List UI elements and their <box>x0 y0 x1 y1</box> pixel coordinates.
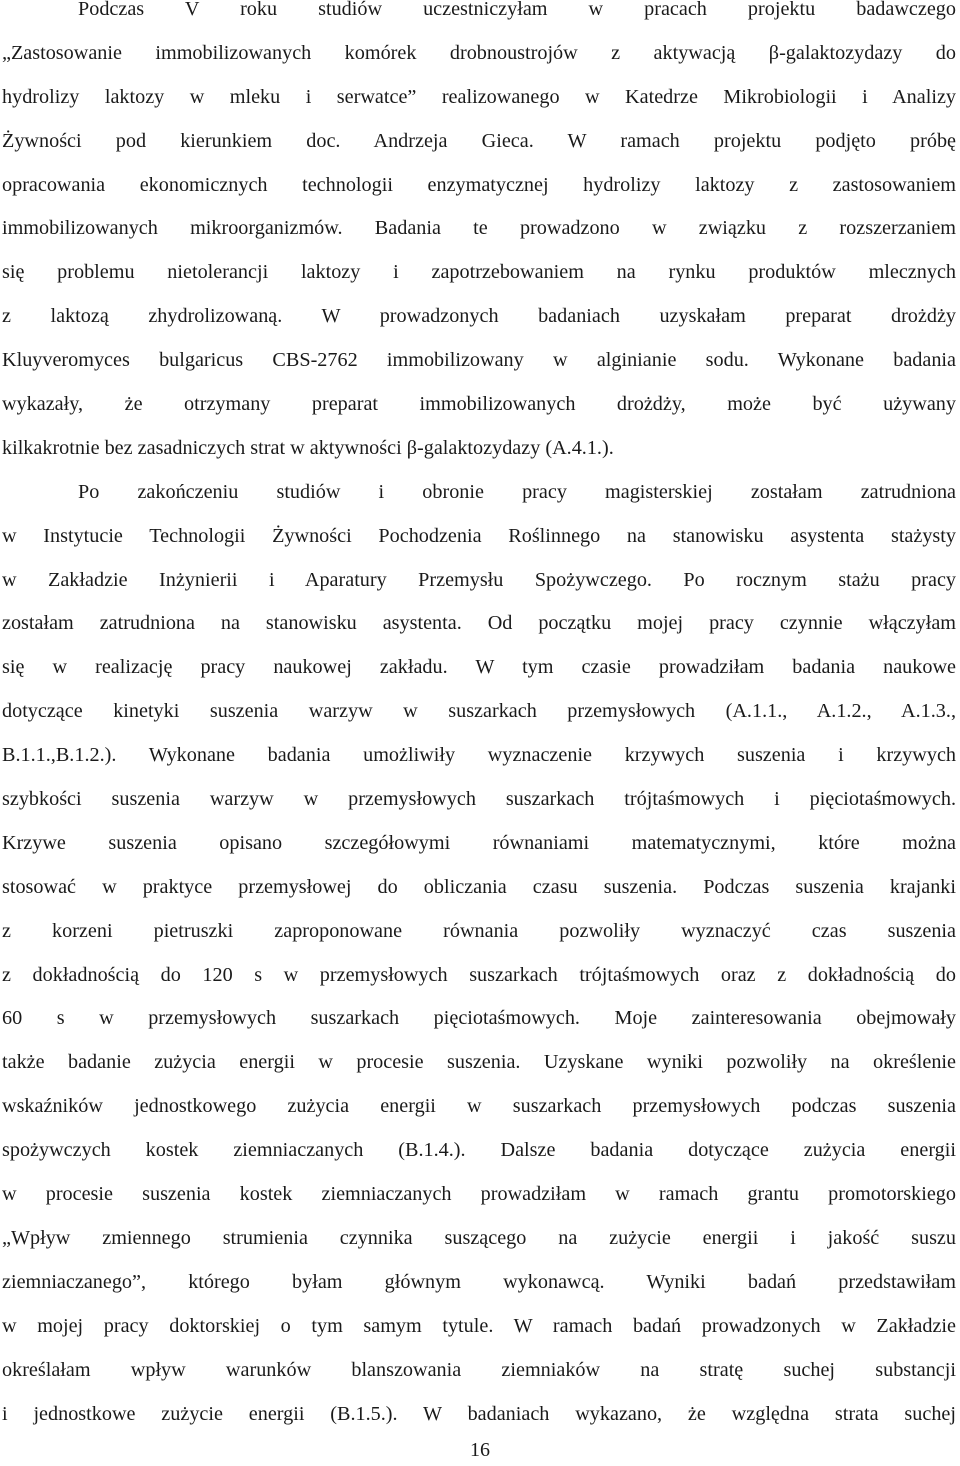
text-line: wykazały, że otrzymany preparat immobilizowanych drożdży, może być używany <box>2 393 956 416</box>
body-text <box>2 0 956 1436</box>
text-line: immobilizowanych mikroorganizmów. Badania te prowadzono w związku z rozszerzaniem <box>2 217 956 240</box>
text-line: 60 s w przemysłowych suszarkach pięciotaśmowych. Moje zainteresowania obejmowały <box>2 1007 956 1030</box>
text-line: spożywczych kostek ziemniaczanych (B.1.4.). Dalsze badania dotyczące zużycia energii <box>2 1139 956 1162</box>
text-line: Podczas V roku studiów uczestniczyłam w pracach projektu badawczego <box>78 0 956 20</box>
text-line: stosować w praktyce przemysłowej do obliczania czasu suszenia. Podczas suszenia krajanki <box>2 875 956 898</box>
text-line: Kluyveromyces bulgaricus CBS-2762 immobilizowany w alginianie sodu. Wykonane badania <box>2 349 956 372</box>
paragraph-2 <box>2 471 956 1437</box>
text-line: określałam wpływ warunków blanszowania ziemniaków na stratę suchej substancji <box>2 1358 956 1381</box>
text-line: z laktozą zhydrolizowaną. W prowadzonych badaniach uzyskałam preparat drożdży <box>2 305 956 328</box>
text-line: z dokładnością do 120 s w przemysłowych suszarkach trójtaśmowych oraz z dokładnością do <box>2 963 956 986</box>
text-line: z korzeni pietruszki zaproponowane równania pozwoliły wyznaczyć czas suszenia <box>2 919 956 942</box>
text-line: hydrolizy laktozy w mleku i serwatce” realizowanego w Katedrze Mikrobiologii i Analizy <box>2 85 956 108</box>
page-number: 16 <box>470 1439 490 1461</box>
text-line: ziemniaczanego”, którego byłam głównym wykonawcą. Wyniki badań przedstawiłam <box>2 1270 956 1293</box>
text-line: w Zakładzie Inżynierii i Aparatury Przemysłu Spożywczego. Po rocznym stażu pracy <box>2 568 956 591</box>
text-line: i jednostkowe zużycie energii (B.1.5.). W badaniach wykazano, że względna strata suchej <box>2 1402 956 1425</box>
text-line: „Zastosowanie immobilizowanych komórek drobnoustrojów z aktywacją β-galaktozydazy do <box>2 41 956 64</box>
text-line: kilkakrotnie bez zasadniczych strat w aktywności β-galaktozydazy (A.4.1.). <box>2 436 614 459</box>
text-line: w procesie suszenia kostek ziemniaczanych prowadziłam w ramach grantu promotorskiego <box>2 1183 956 1206</box>
text-line: „Wpływ zmiennego strumienia czynnika suszącego na zużycie energii i jakość suszu <box>2 1226 956 1249</box>
text-line: Krzywe suszenia opisano szczegółowymi równaniami matematycznymi, które można <box>2 831 956 854</box>
paragraph-1 <box>2 0 956 471</box>
text-line: opracowania ekonomicznych technologii enzymatycznej hydrolizy laktozy z zastosowaniem <box>2 173 956 196</box>
text-line: także badanie zużycia energii w procesie suszenia. Uzyskane wyniki pozwoliły na określenie <box>2 1051 956 1074</box>
text-line: Żywności pod kierunkiem doc. Andrzeja Gieca. W ramach projektu podjęto próbę <box>2 129 956 152</box>
text-line: w Instytucie Technologii Żywności Pochodzenia Roślinnego na stanowisku asystenta stażysty <box>2 524 956 547</box>
text-line: zostałam zatrudniona na stanowisku asystenta. Od początku mojej pracy czynnie włączyłam <box>2 612 956 635</box>
text-line: w mojej pracy doktorskiej o tym samym tytule. W ramach badań prowadzonych w Zakładzie <box>2 1314 956 1337</box>
text-line: Po zakończeniu studiów i obronie pracy magisterskiej zostałam zatrudniona <box>78 480 956 503</box>
text-line: dotyczące kinetyki suszenia warzyw w suszarkach przemysłowych (A.1.1., A.1.2., A.1.3., <box>2 700 956 723</box>
text-line: B.1.1.,B.1.2.). Wykonane badania umożliwiły wyznaczenie krzywych suszenia i krzywych <box>2 744 956 767</box>
text-line: się problemu nietolerancji laktozy i zapotrzebowaniem na rynku produktów mlecznych <box>2 261 956 284</box>
text-line: wskaźników jednostkowego zużycia energii w suszarkach przemysłowych podczas suszenia <box>2 1095 956 1118</box>
text-line: szybkości suszenia warzyw w przemysłowych suszarkach trójtaśmowych i pięciotaśmowych. <box>2 788 956 811</box>
text-line: się w realizację pracy naukowej zakładu. W tym czasie prowadziłam badania naukowe <box>2 656 956 679</box>
